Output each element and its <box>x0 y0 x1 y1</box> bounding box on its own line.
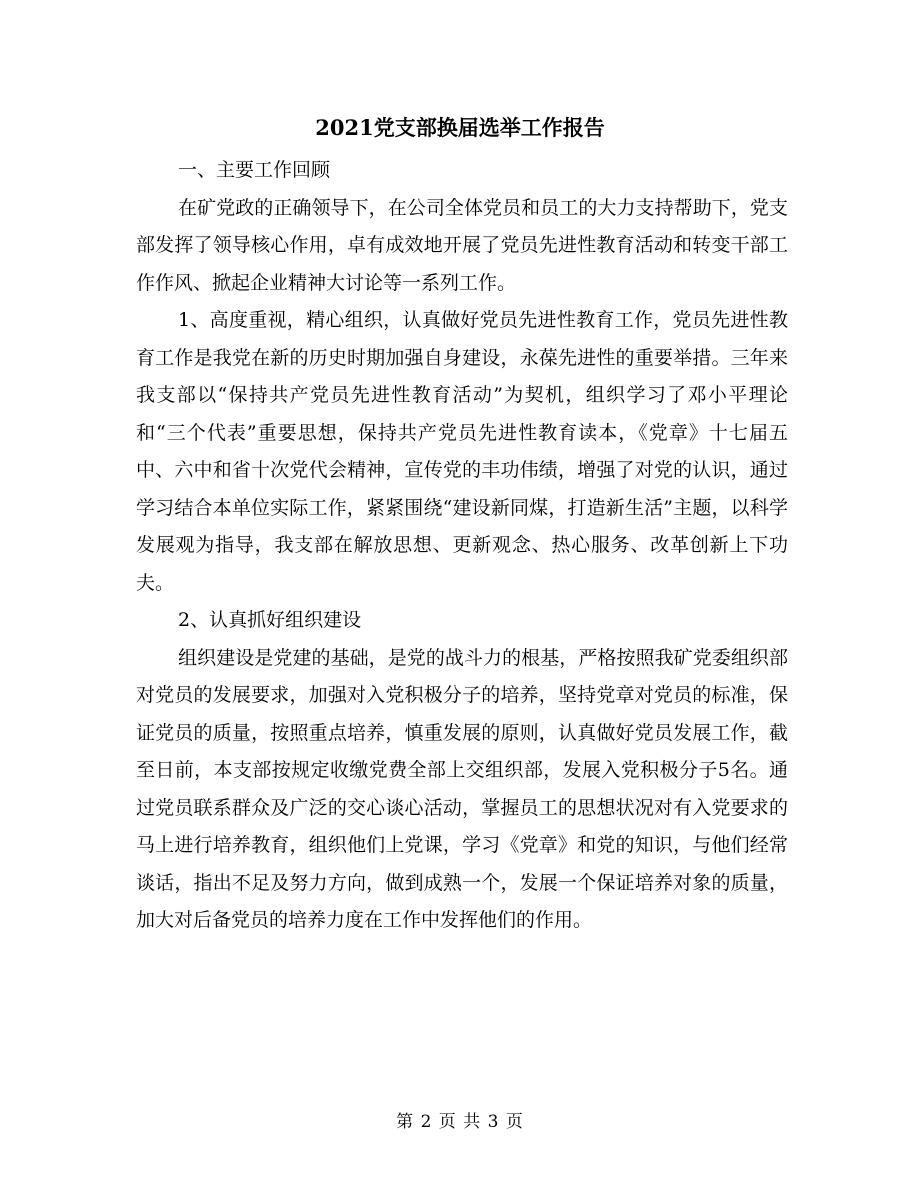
section-heading: 一、主要工作回顾 <box>178 159 331 181</box>
item2-paragraph: 组织建设是党建的基础，是党的战斗力的根基，严格按照我矿党委组织部对党员的发展要求，加强对入党积极分子的培养，坚持党章对党员的标准，保证党员的质量，按照重点培养，慎重发展的原则，认真做好党员发展工作，截至日前，本支部按规定收缴党费全部上交组织部，发展入党积极分子5名。通过党员联系群众及广泛的交心谈心活动，掌握员工的思想状况对有入党要求的马上进行培养教育，组织他们上党课，学习《党章》和党的知识，与他们经常谈话，指出不足及努力方向，做到成熟一个，发展一个保证培养对象的质量，加大对后备党员的培养力度在工作中发挥他们的作用。 <box>136 646 788 931</box>
intro-paragraph: 在矿党政的正确领导下，在公司全体党员和员工的大力支持帮助下，党支部发挥了领导核心作用，卓有成效地开展了党员先进性教育活动和转变干部工作作风、掀起企业精神大讨论等一系列工作。 <box>136 196 788 294</box>
item1-paragraph: 1、高度重视，精心组织，认真做好党员先进性教育工作，党员先进性教育工作是我党在新的历史时期加强自身建设，永葆先进性的重要举措。三年来我支部以“保持共产党员先进性教育活动”为契机，组织学习了邓小平理论和“三个代表”重要思想，保持共产党员先进性教育读本，《党章》十七届五中、六中和省十次党代会精神，宣传党的丰功伟绩，增强了对党的认识，通过学习结合本单位实际工作，紧紧围绕“建设新同煤，打造新生活”主题，以科学发展观为指导，我支部在解放思想、更新观念、热心服务、改革创新上下功夫。 <box>136 309 788 594</box>
document-title: 2021党支部换届选举工作报告 <box>315 115 605 140</box>
document-body <box>136 152 788 940</box>
page-footer: 第 2 页 共 3 页 <box>396 1112 524 1132</box>
item2-heading: 2、认真抓好组织建设 <box>178 609 362 631</box>
